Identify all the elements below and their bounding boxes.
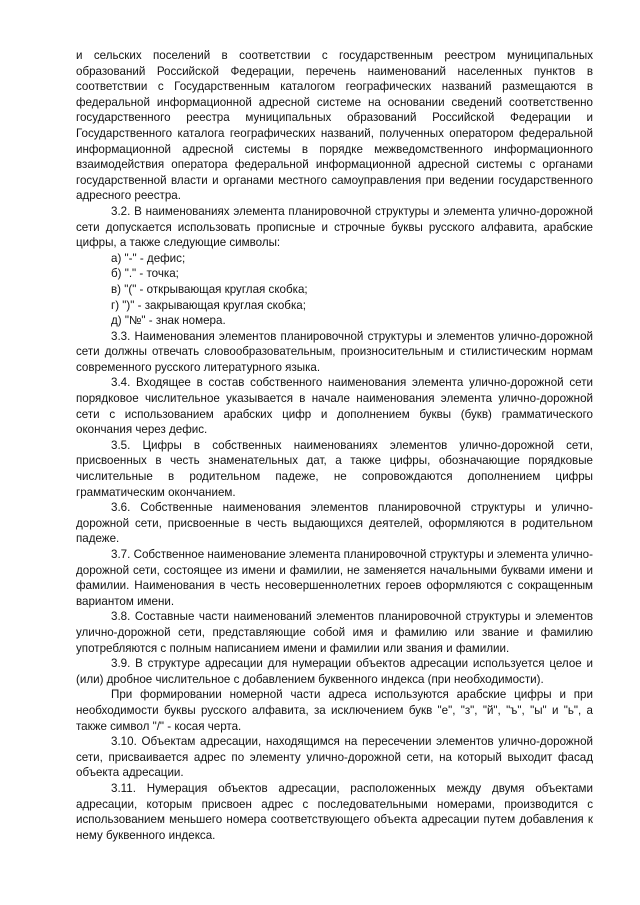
paragraph-3-9-numbering: При формировании номерной части адреса используются арабские цифры и при необходимости буквы русского алфавита, за исключением букв "е", "з", "й", "ъ", "ы" и "ь", а также символ "/" - косая черта. [76, 688, 593, 733]
paragraph-intro: и сельских поселений в соответствии с государственным реестром муниципальных образований Российской Федерации, перечень наименований населенных пунктов в соответствии с Государственным каталогом географических названий размещаются в федеральной информационной адресной системе на основании сведений соответственно государственного реестра муниципальных образований Российской Федерации и Государственного каталога географических названий, полученных оператором федеральной информационной адресной системы в порядке межведомственного информационного взаимодействия оператора федеральной информационной адресной системы с органами государственной власти и органами местного самоуправления при ведении государственного адресного реестра. [76, 49, 593, 203]
paragraph-3-2: 3.2. В наименованиях элемента планировочной структуры и элемента улично-дорожной сети допускается использовать прописные и строчные буквы русского алфавита, арабские цифры, а также следующие символы: [76, 204, 593, 250]
list-item: д) "№" - знак номера. [111, 314, 226, 328]
paragraph-3-6: 3.6. Собственные наименования элементов планировочной структуры и улично-дорожной сети, присвоенные в честь выдающихся деятелей, оформляются в родительном падеже. [76, 501, 593, 546]
paragraph-3-4: 3.4. Входящее в состав собственного наименования элемента улично-дорожной сети порядковое числительное указывается в начале наименования элемента улично-дорожной сети с использованием арабских цифр и дополнением буквы (букв) грамматического окончания через дефис. [76, 376, 593, 437]
paragraph-3-10: 3.10. Объектам адресации, находящимся на пересечении элементов улично-дорожной сети, присваивается адрес по элементу улично-дорожной сети, на который выходит фасад объекта адресации. [76, 735, 593, 780]
paragraph-3-3: 3.3. Наименования элементов планировочной структуры и элементов улично-дорожной сети должны отвечать словообразовательным, произносительным и стилистическим нормам современного русского литературного языка. [76, 329, 593, 374]
paragraph-3-7: 3.7. Собственное наименование элемента планировочной структуры и элемента улично-дорожной сети, состоящее из имени и фамилии, не заменяется начальными буквами имени и фамилии. Наименования в честь несовершеннолетних героев оформляются с сокращенным вариантом имени. [76, 548, 593, 608]
list-item: в) "(" - открывающая круглая скобка; [111, 282, 308, 296]
document-page [76, 48, 593, 843]
paragraph-3-8: 3.8. Составные части наименований элементов планировочной структуры и элементов улично-дорожной сети, представляющие собой имя и фамилию или звание и фамилию употребляются с полным написанием имени и фамилии или звания и фамилии. [76, 610, 593, 655]
paragraph-3-9: 3.9. В структуре адресации для нумерации объектов адресации используется целое и (или) дробное числительное с добавлением буквенного индекса (при необходимости). [76, 657, 593, 686]
symbols-list [111, 251, 593, 329]
paragraph-3-11: 3.11. Нумерация объектов адресации, расположенных между двумя объектами адресации, которым присвоен адрес с последовательными номерами, производится с использованием меньшего номера соответствующего объекта адресации путем добавления к нему буквенного индекса. [76, 781, 593, 842]
list-item: г) ")" - закрывающая круглая скобка; [111, 298, 306, 312]
list-item: б) "." - точка; [111, 267, 179, 281]
paragraph-3-5: 3.5. Цифры в собственных наименованиях элементов улично-дорожной сети, присвоенных в честь знаменательных дат, а также цифры, обозначающие порядковые числительные в родительном падеже, не сопровождаются дополнением цифры грамматическим окончанием. [76, 438, 593, 499]
list-item: а) "-" - дефис; [111, 251, 186, 265]
